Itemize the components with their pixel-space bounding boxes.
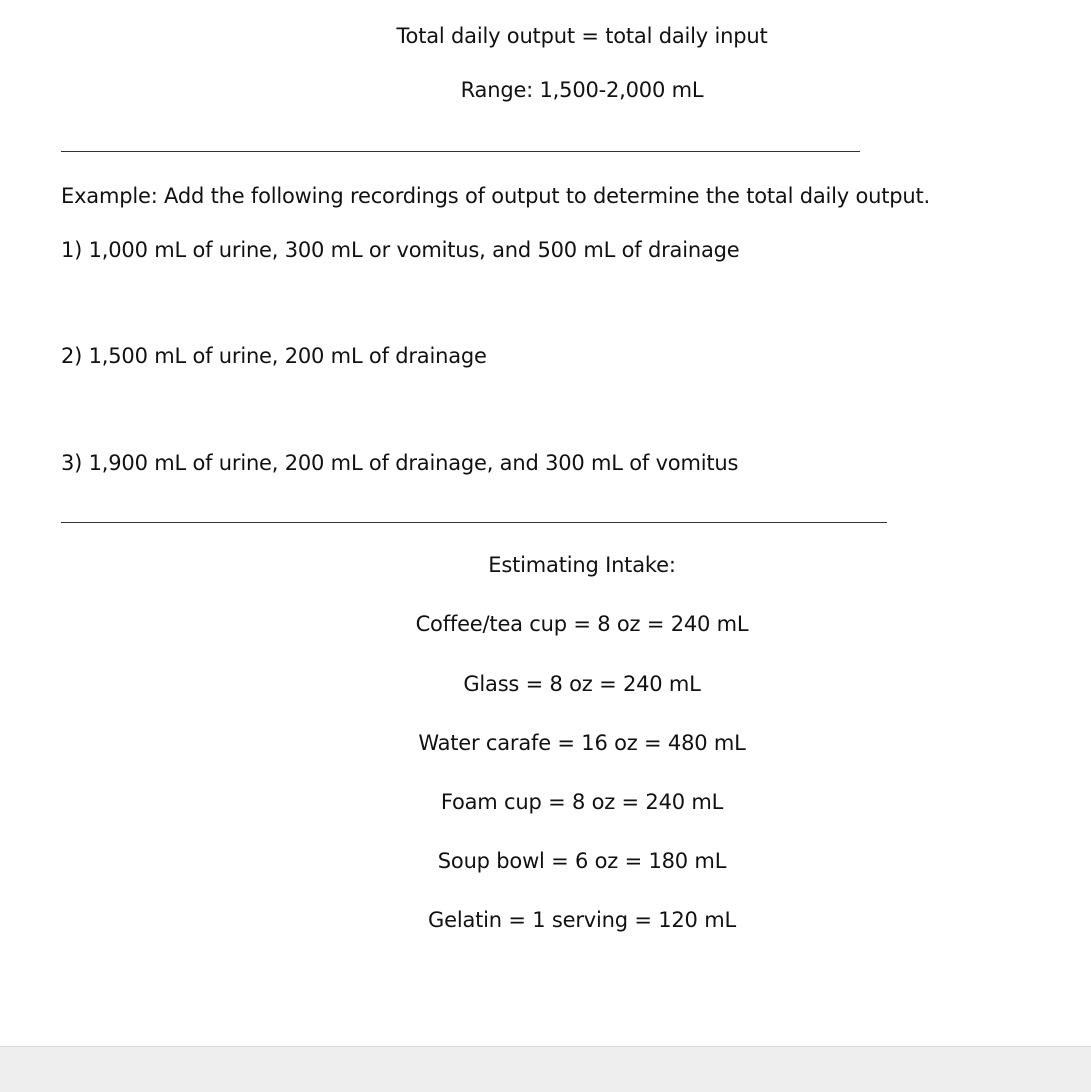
viewer-bottom-bar (0, 1046, 1091, 1092)
intake-entry-foam-cup: Foam cup = 8 oz = 240 mL (440, 790, 724, 814)
range-text: Range: 1,500-2,000 mL (460, 78, 704, 102)
example-instruction: Example: Add the following recordings of output to determine the total daily output. (61, 184, 931, 208)
intake-title: Estimating Intake: (488, 553, 676, 577)
example-item-2: 2) 1,500 mL of urine, 200 mL of drainage (61, 344, 487, 368)
divider-top (61, 151, 860, 152)
intake-entry-soup-bowl: Soup bowl = 6 oz = 180 mL (437, 849, 727, 873)
example-item-3: 3) 1,900 mL of urine, 200 mL of drainage, and 300 mL of vomitus (61, 451, 739, 475)
intake-entry-gelatin: Gelatin = 1 serving = 120 mL (428, 908, 736, 932)
intake-entry-glass: Glass = 8 oz = 240 mL (463, 672, 701, 696)
divider-middle (61, 522, 887, 523)
intake-entry-carafe: Water carafe = 16 oz = 480 mL (418, 731, 746, 755)
intake-entry-coffee: Coffee/tea cup = 8 oz = 240 mL (415, 612, 749, 636)
example-item-1: 1) 1,000 mL of urine, 300 mL or vomitus, and 500 mL of drainage (61, 238, 740, 262)
formula-heading: Total daily output = total daily input (396, 24, 768, 48)
